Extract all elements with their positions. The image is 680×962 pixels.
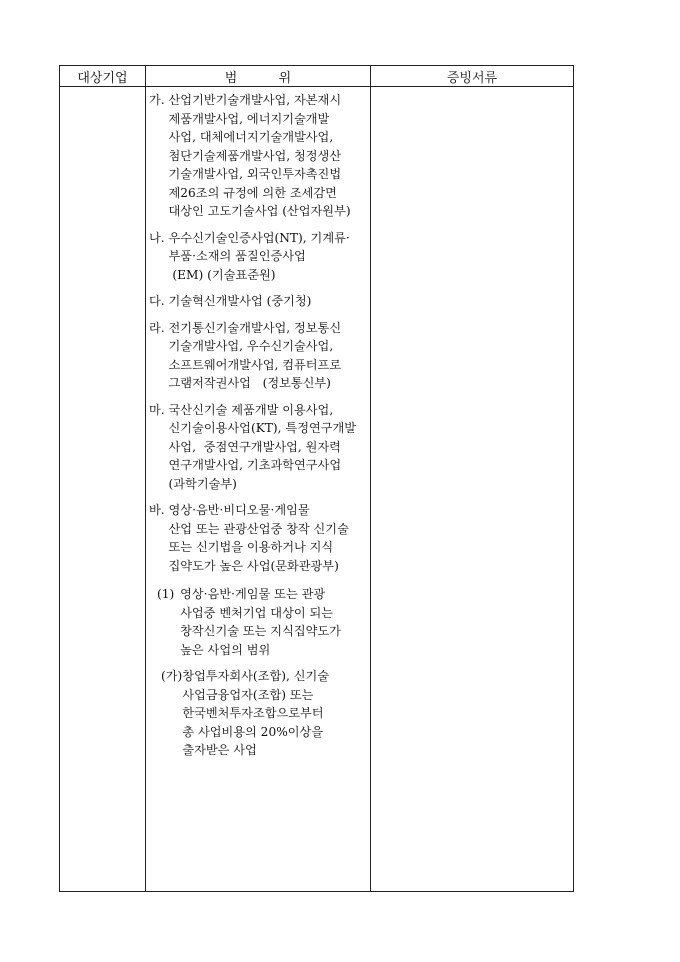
item-marker: 다.	[149, 294, 169, 308]
header-target: 대상기업	[60, 66, 146, 87]
scope-item-ba	[149, 501, 368, 575]
subitem-marker: (가)	[161, 669, 183, 683]
document-table	[59, 65, 574, 892]
header-scope	[146, 66, 371, 87]
content-row	[60, 87, 574, 892]
docs-cell	[371, 87, 574, 892]
item-marker: 라.	[149, 320, 169, 335]
subitem-marker: (1)	[157, 587, 179, 601]
scope-item-ga	[149, 91, 368, 221]
item-text: 전기통신기술개발사업, 정보통신 기술개발사업, 우수신기술사업, 소프트웨어개발사업, 컴퓨터프로 그램저작권사업 (정보통신부)	[168, 320, 342, 390]
scope-item-ra	[149, 319, 368, 393]
subitem-text: 영상·음반·게임물 또는 관광 사업중 벤처기업 대상이 되는 창작신기술 또는 지식집약도가 높은 사업의 범위	[180, 587, 341, 657]
scope-subitem-ga	[161, 667, 368, 760]
item-text: 산업기반기술개발사업, 자본재시 제품개발사업, 에너지기술개발 사업, 대체에너지기술개발사업, 첨단기술제품개발사업, 청정생산 기술개발사업, 외국인투자촉진법 제26조의 규정에 의한 조세감면 대상인 고도기술사업 (산업자원부)	[168, 93, 351, 218]
item-marker: 바.	[149, 503, 169, 517]
scope-item-na	[149, 229, 368, 285]
header-row	[60, 66, 574, 87]
subitem-text: 창업투자회사(조합), 신기술 사업금융업자(조합) 또는 한국벤처투자조합으로부터 총 사업비용의 20%이상을 출자받은 사업	[182, 669, 330, 757]
header-docs: 증빙서류	[371, 66, 574, 87]
scope-subitem-1	[157, 585, 368, 659]
target-cell	[60, 87, 146, 892]
scope-item-da	[149, 292, 368, 311]
item-text: 영상·음반·비디오물·게임물 산업 또는 관광산업중 창작 신기술 또는 신기법을 이용하거나 지식 집약도가 높은 사업(문화관광부)	[168, 503, 349, 573]
item-text: 기술혁신개발사업 (중기청)	[168, 294, 312, 308]
item-marker: 마.	[149, 402, 169, 417]
item-marker: 가.	[149, 93, 169, 107]
item-marker: 나.	[149, 230, 169, 245]
scope-cell	[146, 87, 371, 892]
item-text: 우수신기술인증사업(NT), 기계류· 부품·소재의 품질인증사업 (EM) (기술표준원)	[168, 230, 350, 282]
scope-item-ma	[149, 401, 368, 494]
item-text: 국산신기술 제품개발 이용사업, 신기술이용사업(KT), 특정연구개발 사업, 중점연구개발사업, 원자력 연구개발사업, 기초과학연구사업 (과학기술부)	[168, 402, 357, 491]
header-scope-label: 범 위	[224, 70, 292, 86]
